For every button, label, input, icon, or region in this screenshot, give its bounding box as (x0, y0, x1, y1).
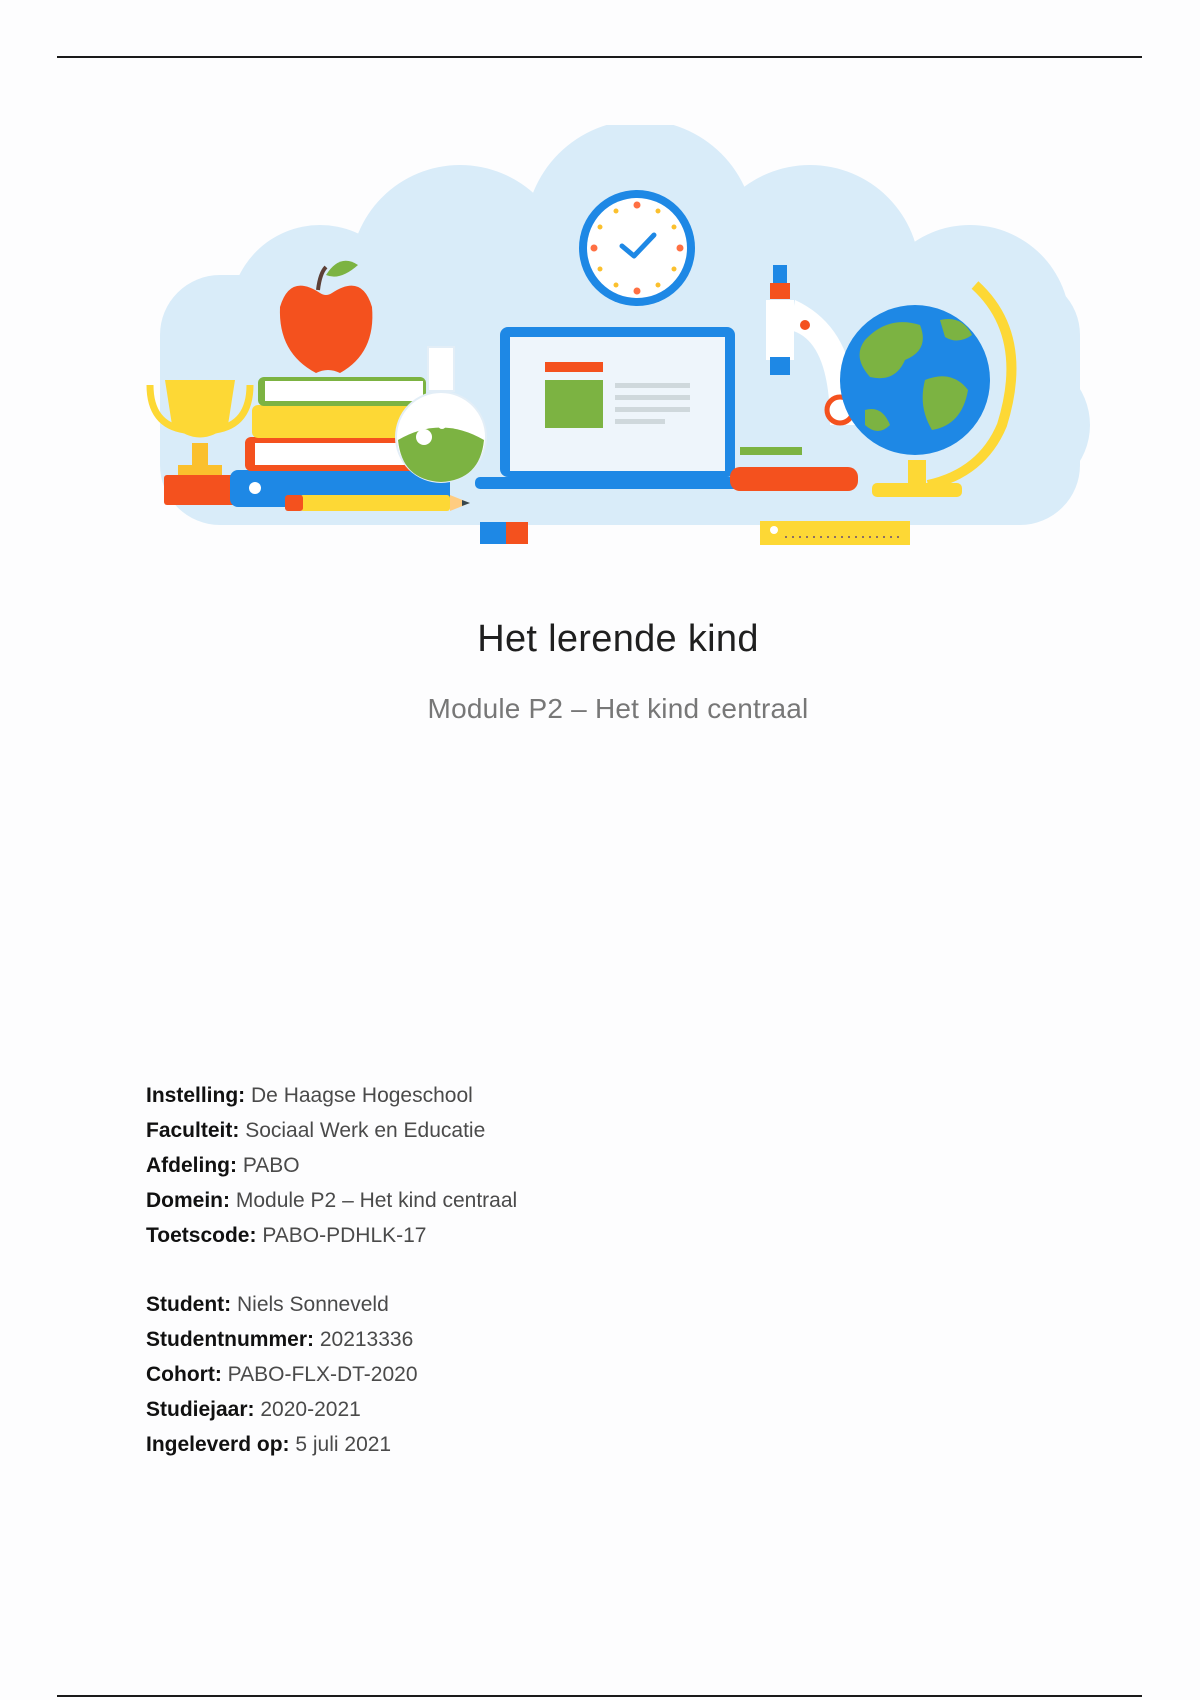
ruler-icon (760, 521, 910, 545)
education-illustration (140, 125, 1100, 555)
info-value: Sociaal Werk en Educatie (245, 1119, 486, 1142)
info-label: Afdeling: (146, 1154, 237, 1177)
clock-icon (579, 190, 695, 306)
info-row-ingeleverd (146, 1427, 418, 1462)
info-row-instelling (146, 1078, 517, 1113)
info-label: Domein: (146, 1189, 230, 1212)
info-label: Studentnummer: (146, 1328, 314, 1351)
info-value: Niels Sonneveld (237, 1293, 389, 1316)
info-row-toetscode (146, 1218, 517, 1253)
info-row-student (146, 1287, 418, 1322)
info-label: Faculteit: (146, 1119, 240, 1142)
info-row-domein (146, 1183, 517, 1218)
info-label: Instelling: (146, 1084, 246, 1107)
info-label: Toetscode: (146, 1224, 257, 1247)
info-value: PABO-FLX-DT-2020 (227, 1363, 418, 1386)
info-label: Cohort: (146, 1363, 222, 1386)
info-label: Ingeleverd op: (146, 1433, 290, 1456)
document-subtitle: Module P2 – Het kind centraal (427, 693, 809, 724)
student-info (146, 1287, 418, 1462)
info-value: PABO (242, 1154, 300, 1177)
info-row-cohort (146, 1357, 418, 1392)
footer-rule (57, 1695, 1142, 1697)
header-rule (57, 56, 1142, 58)
info-row-studiejaar (146, 1392, 418, 1427)
info-row-studentnummer (146, 1322, 418, 1357)
info-row-afdeling (146, 1148, 517, 1183)
info-row-faculteit (146, 1113, 517, 1148)
info-value: 5 juli 2021 (295, 1433, 392, 1456)
info-label: Student: (146, 1293, 232, 1316)
info-label: Studiejaar: (146, 1398, 255, 1421)
info-value: 2020-2021 (260, 1398, 361, 1421)
pencil-icon (285, 495, 470, 511)
laptop-icon (475, 327, 760, 489)
info-value: PABO-PDHLK-17 (262, 1224, 427, 1247)
info-value: De Haagse Hogeschool (251, 1084, 473, 1107)
document-title: Het lerende kind (477, 618, 759, 660)
eraser-icon (480, 522, 528, 544)
info-value: 20213336 (319, 1328, 414, 1351)
info-value: Module P2 – Het kind centraal (235, 1189, 518, 1212)
institution-info (146, 1078, 517, 1253)
